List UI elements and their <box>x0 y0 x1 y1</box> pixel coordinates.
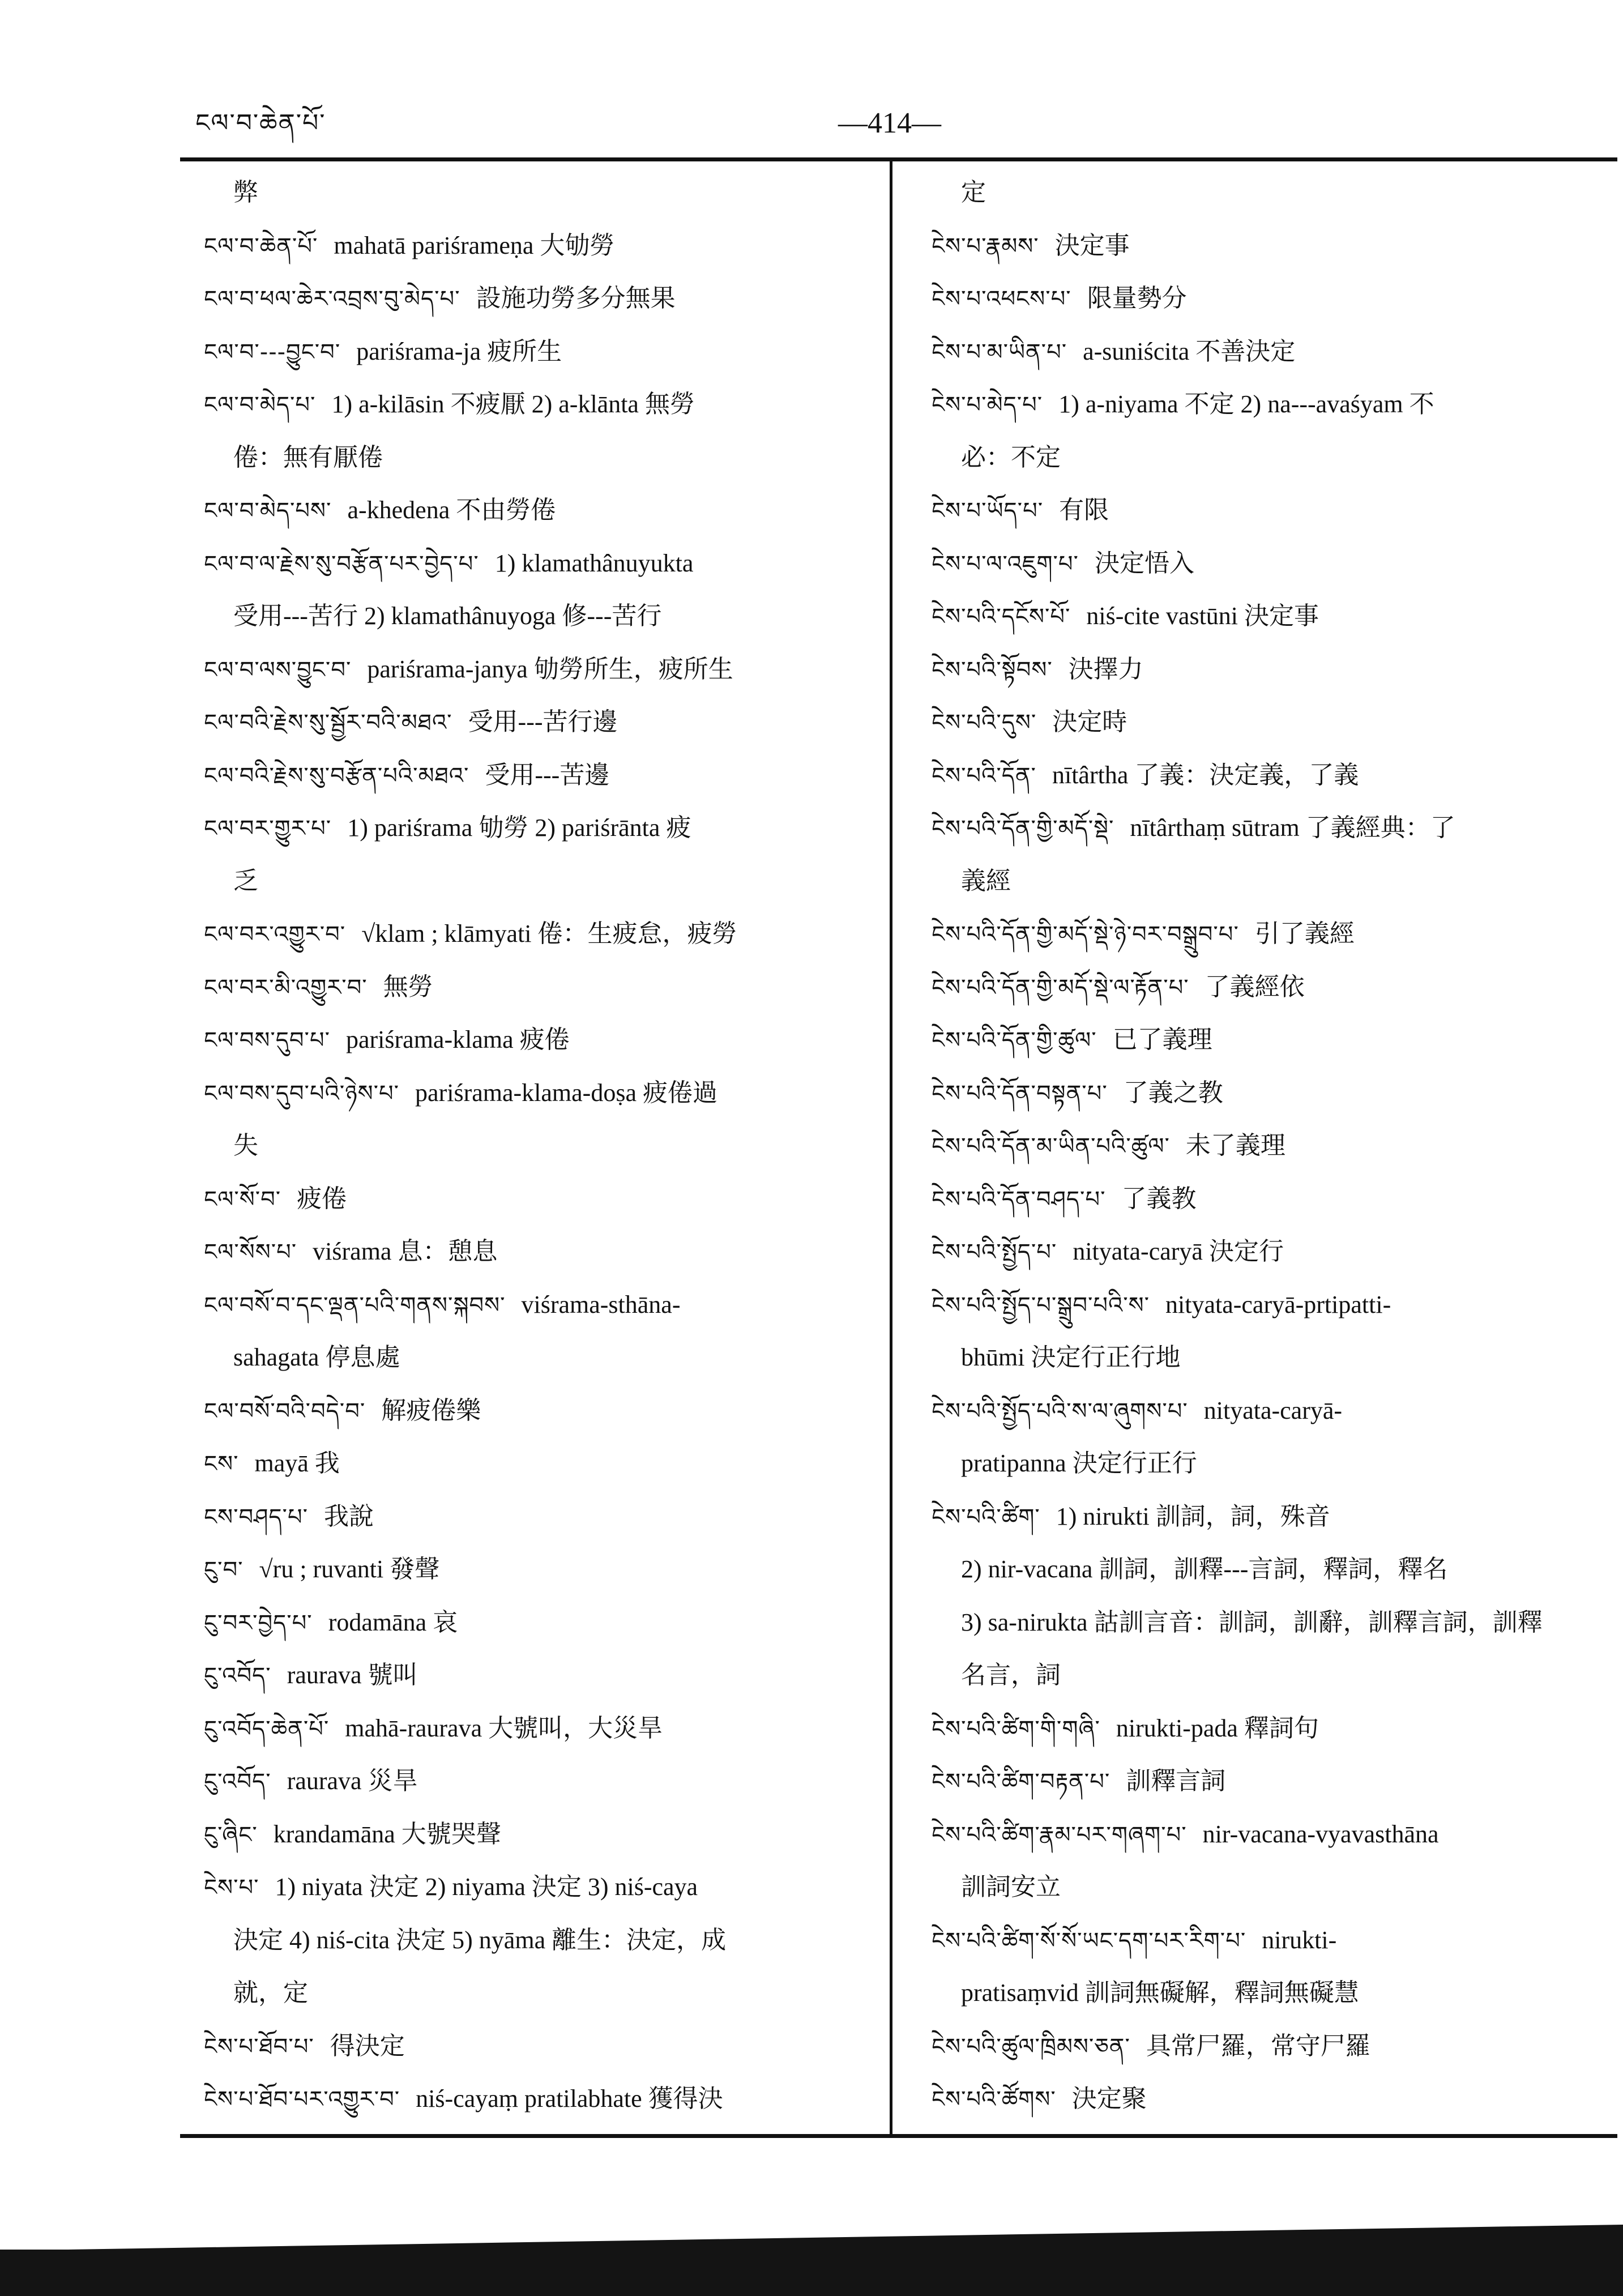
dictionary-entry-line <box>932 1596 1620 1649</box>
entry-definition: 解疲倦樂 <box>381 1396 481 1424</box>
dictionary-entry-line <box>204 1914 892 1967</box>
tibetan-headword: ངལ་བསོ་བའི་བདེ་བ་ <box>204 1398 366 1424</box>
dictionary-entry-line <box>204 537 892 590</box>
entry-definition: 未了義理 <box>1185 1132 1285 1159</box>
entry-definition: 已了義理 <box>1112 1026 1212 1053</box>
tibetan-headword: ངེས་པའི་དོན་ <box>932 762 1036 789</box>
entry-definition: nītârtha 了義：決定義，了義 <box>1052 761 1359 789</box>
tibetan-headword: ངེས་པ་ཡོད་པ་ <box>932 498 1044 524</box>
dictionary-entry-line <box>932 590 1620 643</box>
tibetan-headword: ངུ་འབོད་ <box>204 1663 271 1689</box>
dictionary-entry-line <box>204 219 892 272</box>
dictionary-entry-line <box>932 855 1620 908</box>
tibetan-headword: ངས་བཤད་པ་ <box>204 1504 308 1530</box>
running-head: ངལ་བ་ཆེན་པོ་ <box>195 109 326 138</box>
tibetan-headword: ངལ་བས་དུབ་པ་ <box>204 1027 330 1053</box>
dictionary-entry-line <box>932 961 1620 1014</box>
entry-definition: 決定聚 <box>1071 2085 1147 2113</box>
dictionary-entry-line <box>204 431 892 484</box>
tibetan-headword: ངེས་པ་རྣམས་ <box>932 233 1039 259</box>
entry-definition: 受用---苦邊 <box>485 761 610 789</box>
dictionary-entry-line <box>932 1490 1620 1543</box>
entry-definition: pariśrama-ja 疲所生 <box>356 337 562 365</box>
tibetan-headword: ངལ་བ་ཆེན་པོ་ <box>204 233 318 259</box>
tibetan-headword: ངེས་པའི་དོན་གྱི་མདོ་སྡེ་ <box>932 816 1114 842</box>
entry-definition: 引了義經 <box>1254 920 1355 948</box>
entry-definition: mahatā pariśrameṇa 大劬勞 <box>334 231 615 259</box>
entry-definition: raurava 災旱 <box>287 1767 418 1795</box>
entry-definition: 決定時 <box>1052 708 1127 736</box>
entry-definition: krandamāna 大號哭聲 <box>273 1820 501 1848</box>
dictionary-entry-line <box>204 801 892 855</box>
dictionary-entry-line <box>204 272 892 325</box>
tibetan-headword: ངེས་པའི་ཚོགས་ <box>932 2086 1056 2113</box>
entry-definition: nirukti- <box>1262 1926 1337 1954</box>
tibetan-headword: ངལ་སོས་པ་ <box>204 1239 297 1265</box>
dictionary-entry-line <box>204 484 892 537</box>
dictionary-entry-line <box>932 537 1620 590</box>
tibetan-headword: ངལ་བ་མེད་པས་ <box>204 498 332 524</box>
entry-definition: 決定悟入 <box>1094 549 1194 577</box>
tibetan-headword: ངལ་བསོ་བ་དང་ལྡན་པའི་གནས་སྐབས་ <box>204 1292 506 1318</box>
dictionary-entry-line <box>204 643 892 696</box>
entry-definition: 倦：無有厭倦 <box>233 443 383 471</box>
entry-definition: 有限 <box>1059 496 1109 524</box>
tibetan-headword: ངལ་བ་མེད་པ་ <box>204 392 316 418</box>
dictionary-entry-line <box>932 749 1620 802</box>
dictionary-entry-line <box>204 907 892 961</box>
dictionary-entry-line <box>204 2072 892 2123</box>
scan-edge-bar <box>0 2250 1623 2296</box>
entry-definition: 決定事 <box>1054 231 1130 259</box>
tibetan-headword: ངེས་པའི་དོན་བཤད་པ་ <box>932 1186 1106 1213</box>
dictionary-entry-line <box>204 1755 892 1808</box>
entry-definition: 決定 4) niś-cita 決定 5) nyāma 離生：決定，成 <box>233 1926 727 1954</box>
tibetan-headword: ངུ་བ་ <box>204 1557 244 1583</box>
entry-definition: 乏 <box>233 867 258 895</box>
dictionary-entry-line <box>932 1808 1620 1861</box>
entry-definition: 2) nir-vacana 訓詞，訓釋---言詞，釋詞，釋名 <box>961 1555 1448 1583</box>
tibetan-headword: ངུ་ཞིང་ <box>204 1821 258 1848</box>
tibetan-headword: ངེས་པ་ལ་འཇུག་པ་ <box>932 550 1079 577</box>
dictionary-entry-line <box>932 643 1620 696</box>
dictionary-entry-line <box>204 1437 892 1490</box>
dictionary-entry-line <box>932 1860 1620 1914</box>
entry-definition: nityata-caryā-prtipatti- <box>1165 1290 1391 1318</box>
dictionary-entry-line <box>204 961 892 1014</box>
tibetan-headword: ངེས་པའི་ཚིག་ <box>932 1504 1040 1530</box>
dictionary-entry-line <box>932 1331 1620 1384</box>
tibetan-headword: ངེས་པའི་སྤྱོད་པ་སྒྲུབ་པའི་ས་ <box>932 1292 1150 1318</box>
tibetan-headword: ངེས་པའི་དུས་ <box>932 710 1037 736</box>
tibetan-headword: ངལ་སོ་བ་ <box>204 1186 281 1213</box>
top-rule <box>180 157 1617 161</box>
entry-definition: 1) a-niyama 不定 2) na---avaśyam 不 <box>1058 390 1434 418</box>
tibetan-headword: ངེས་པའི་དངོས་པོ་ <box>932 604 1071 630</box>
entry-definition: √klam ; klāmyati 倦：生疲怠，疲勞 <box>361 920 737 948</box>
tibetan-headword: ངེས་པའི་ཚིག་སོ་སོ་ཡང་དག་པར་རིག་པ་ <box>932 1927 1246 1954</box>
tibetan-headword: ངལ་བ་ལ་རྗེས་སུ་བརྩོན་པར་བྱེད་པ་ <box>204 550 479 577</box>
entry-definition: 受用---苦行邊 <box>468 708 618 736</box>
tibetan-headword: ངེས་པའི་དོན་གྱི་ཚུལ་ <box>932 1027 1097 1053</box>
tibetan-headword: ངེས་པ་ <box>204 1875 259 1901</box>
entry-definition: pariśrama-janya 劬勞所生，疲所生 <box>367 655 733 683</box>
entry-definition: 了義教 <box>1121 1184 1197 1213</box>
tibetan-headword: ངེས་པ་མ་ཡིན་པ་ <box>932 339 1067 365</box>
dictionary-entry-line <box>932 166 1620 219</box>
dictionary-entry-line <box>204 1172 892 1226</box>
entry-definition: 1) klamathânuyukta <box>494 549 694 577</box>
dictionary-entry-line <box>932 1914 1620 1967</box>
dictionary-entry-line <box>204 1490 892 1543</box>
entry-definition: 訓詞安立 <box>961 1873 1061 1901</box>
tibetan-headword: ངེས་པ་འཕངས་པ་ <box>932 286 1071 312</box>
page-number: —414— <box>838 107 941 139</box>
dictionary-entry-line <box>204 1119 892 1172</box>
dictionary-entry-line <box>204 590 892 643</box>
entry-definition: pratipanna 決定行正行 <box>961 1449 1197 1477</box>
dictionary-entry-line <box>204 1860 892 1914</box>
tibetan-headword: ངེས་པའི་དོན་གྱི་མདོ་སྡེ་ཉེ་བར་བསྒྲུབ་པ་ <box>932 921 1239 948</box>
dictionary-entry-line <box>932 907 1620 961</box>
tibetan-headword: ངེས་པའི་དོན་གྱི་མདོ་སྡེ་ལ་རྟོན་པ་ <box>932 974 1189 1001</box>
entry-definition: √ru ; ruvanti 發聲 <box>259 1555 440 1583</box>
dictionary-entry-line <box>204 1702 892 1755</box>
dictionary-entry-line <box>932 219 1620 272</box>
tibetan-headword: ངལ་བར་མི་འགྱུར་བ་ <box>204 974 368 1001</box>
entry-definition: 1) pariśrama 劬勞 2) pariśrānta 疲 <box>347 814 691 842</box>
entry-definition: a-khedena 不由勞倦 <box>347 496 556 524</box>
dictionary-entry-line <box>932 1225 1620 1278</box>
entry-definition: 必：不定 <box>961 443 1061 471</box>
dictionary-entry-line <box>204 855 892 908</box>
dictionary-entry-line <box>204 1649 892 1702</box>
tibetan-headword: ངས་ <box>204 1451 239 1477</box>
entry-definition: mayā 我 <box>254 1449 340 1477</box>
dictionary-entry-line <box>932 1278 1620 1331</box>
dictionary-entry-line <box>932 1966 1620 2020</box>
entry-definition: 1) niyata 決定 2) niyama 決定 3) niś-caya <box>275 1873 698 1901</box>
dictionary-entry-line <box>204 695 892 749</box>
tibetan-headword: ངེས་པའི་ཚིག་གི་གཞི་ <box>932 1715 1100 1742</box>
entry-definition: nityata-caryā 決定行 <box>1073 1237 1284 1265</box>
dictionary-entry-line <box>204 325 892 378</box>
dictionary-entry-line <box>932 1172 1620 1226</box>
tibetan-headword: ངལ་བ་ཕལ་ཆེར་འབྲས་བུ་མེད་པ་ <box>204 286 460 312</box>
entry-definition: 具常尸羅，常守尸羅 <box>1146 2032 1370 2060</box>
dictionary-entry-line <box>932 378 1620 431</box>
bottom-rule <box>180 2134 1617 2138</box>
dictionary-entry-line <box>932 1755 1620 1808</box>
entry-definition: 1) a-kilāsin 不疲厭 2) a-klānta 無勞 <box>331 390 695 418</box>
dictionary-entry-line <box>932 1543 1620 1596</box>
tibetan-headword: ངེས་པ་མེད་པ་ <box>932 392 1043 418</box>
dictionary-entry-line <box>932 1649 1620 1702</box>
tibetan-headword: ངེས་པའི་སྤྱོད་པ་ <box>932 1239 1057 1265</box>
tibetan-headword: ངལ་བ་---བྱུང་བ་ <box>204 339 341 365</box>
entry-definition: bhūmi 決定行正行地 <box>961 1343 1181 1371</box>
entry-definition: rodamāna 哀 <box>328 1608 458 1636</box>
entry-definition: 得決定 <box>330 2032 405 2060</box>
tibetan-headword: ངུ་འབོད་ཆེན་པོ་ <box>204 1715 330 1742</box>
dictionary-entry-line <box>204 1225 892 1278</box>
entry-definition: mahā-raurava 大號叫，大災旱 <box>345 1714 663 1742</box>
scan-edge-shadow <box>0 2225 1623 2250</box>
entry-definition: sahagata 停息處 <box>233 1343 400 1371</box>
entry-definition: 限量勢分 <box>1087 284 1187 312</box>
tibetan-headword: ངེས་པ་ཐོབ་པ་ <box>204 2033 314 2060</box>
entry-definition: viśrama-sthāna- <box>521 1290 681 1318</box>
tibetan-headword: ངལ་བ་ལས་བྱུང་བ་ <box>204 656 352 683</box>
tibetan-headword: ངལ་བར་གྱུར་པ་ <box>204 816 332 842</box>
dictionary-entry-line <box>204 1596 892 1649</box>
entry-definition: nityata-caryā- <box>1203 1396 1343 1424</box>
entry-definition: 弊 <box>233 178 258 206</box>
dictionary-entry-line <box>932 2072 1620 2123</box>
dictionary-entry-line <box>204 1066 892 1120</box>
dictionary-entry-line <box>932 801 1620 855</box>
dictionary-entry-line <box>932 695 1620 749</box>
entry-definition: pratisaṃvid 訓詞無礙解，釋詞無礙慧 <box>961 1979 1359 2007</box>
dictionary-entry-line <box>932 325 1620 378</box>
entry-definition: nir-vacana-vyavasthāna <box>1202 1820 1439 1848</box>
entry-definition: 定 <box>961 178 986 206</box>
tibetan-headword: ངལ་བར་འགྱུར་བ་ <box>204 921 346 948</box>
dictionary-entry-line <box>204 1013 892 1066</box>
dictionary-entry-line <box>932 272 1620 325</box>
entry-definition: pariśrama-klama 疲倦 <box>346 1026 570 1053</box>
entry-definition: 了義經依 <box>1205 972 1305 1001</box>
tibetan-headword: ངེས་པའི་དོན་བསྟན་པ་ <box>932 1080 1108 1107</box>
tibetan-headword: ངེས་པའི་དོན་མ་ཡིན་པའི་ཚུལ་ <box>932 1133 1170 1159</box>
entry-definition: viśrama 息：憩息 <box>313 1237 498 1265</box>
entry-definition: 疲倦 <box>297 1184 347 1213</box>
dictionary-entry-line <box>932 1119 1620 1172</box>
dictionary-entry-line <box>204 1384 892 1437</box>
dictionary-entry-line <box>204 1966 892 2020</box>
dictionary-entry-line <box>204 1278 892 1331</box>
tibetan-headword: ངེས་པའི་ཚིག་རྣམ་པར་གཞག་པ་ <box>932 1821 1187 1848</box>
dictionary-entry-line <box>932 431 1620 484</box>
entry-definition: niś-cayaṃ pratilabhate 獲得決 <box>416 2085 723 2113</box>
entry-definition: 設施功勞多分無果 <box>476 284 676 312</box>
left-column <box>204 166 892 2123</box>
entry-definition: 無勞 <box>383 972 433 1001</box>
entry-definition: pariśrama-klama-doṣa 疲倦過 <box>415 1078 717 1107</box>
dictionary-entry-line <box>932 1437 1620 1490</box>
dictionary-entry-line <box>204 166 892 219</box>
entry-definition: 受用---苦行 2) klamathânuyoga 修---苦行 <box>233 602 662 630</box>
entry-definition: nītârthaṃ sūtram 了義經典：了 <box>1130 814 1455 842</box>
entry-definition: 了義之教 <box>1123 1078 1223 1107</box>
entry-definition: nirukti-pada 釋詞句 <box>1116 1714 1319 1742</box>
tibetan-headword: ངེས་པའི་སྤྱོད་པའི་ས་ལ་ཞུགས་པ་ <box>932 1398 1188 1424</box>
right-column <box>932 166 1620 2123</box>
entry-definition: 失 <box>233 1132 258 1159</box>
dictionary-entry-line <box>204 378 892 431</box>
dictionary-entry-line <box>204 1543 892 1596</box>
entry-definition: raurava 號叫 <box>287 1661 418 1689</box>
entry-definition: a-suniścita 不善決定 <box>1083 337 1296 365</box>
entry-definition: niś-cite vastūni 決定事 <box>1086 602 1319 630</box>
entry-definition: 3) sa-nirukta 詁訓言音：訓詞，訓辭，訓釋言詞，訓釋 <box>961 1608 1543 1636</box>
entry-definition: 決擇力 <box>1068 655 1143 683</box>
tibetan-headword: ངུ་འབོད་ <box>204 1769 271 1795</box>
dictionary-entry-line <box>932 2020 1620 2073</box>
tibetan-headword: ངལ་བས་དུབ་པའི་ཉེས་པ་ <box>204 1080 400 1107</box>
dictionary-entry-line <box>204 749 892 802</box>
entry-definition: 訓釋言詞 <box>1126 1767 1226 1795</box>
entry-definition: 我說 <box>324 1502 374 1530</box>
dictionary-entry-line <box>204 1808 892 1861</box>
entry-definition: 名言，詞 <box>961 1661 1061 1689</box>
dictionary-entry-line <box>204 2020 892 2073</box>
dictionary-entry-line <box>932 1384 1620 1437</box>
tibetan-headword: ངུ་བར་བྱེད་པ་ <box>204 1610 313 1636</box>
dictionary-entry-line <box>932 484 1620 537</box>
tibetan-headword: ངེས་པའི་སྟོབས་ <box>932 656 1053 683</box>
tibetan-headword: ངལ་བའི་རྗེས་སུ་བརྩོན་པའི་མཐའ་ <box>204 762 469 789</box>
dictionary-entry-line <box>932 1702 1620 1755</box>
tibetan-headword: ངེས་པའི་ཚུལ་ཁྲིམས་ཅན་ <box>932 2033 1130 2060</box>
tibetan-headword: ངེས་པའི་ཚིག་བརྟན་པ་ <box>932 1769 1111 1795</box>
dictionary-entry-line <box>932 1066 1620 1120</box>
tibetan-headword: ངེས་པ་ཐོབ་པར་འགྱུར་བ་ <box>204 2086 400 2113</box>
dictionary-entry-line <box>204 1331 892 1384</box>
entry-definition: 義經 <box>961 867 1011 895</box>
tibetan-headword: ངལ་བའི་རྗེས་སུ་སྦྱོར་བའི་མཐའ་ <box>204 710 452 736</box>
entry-definition: 就，定 <box>233 1979 308 2007</box>
dictionary-entry-line <box>932 1013 1620 1066</box>
entry-definition: 1) nirukti 訓詞，詞，殊音 <box>1056 1502 1330 1530</box>
